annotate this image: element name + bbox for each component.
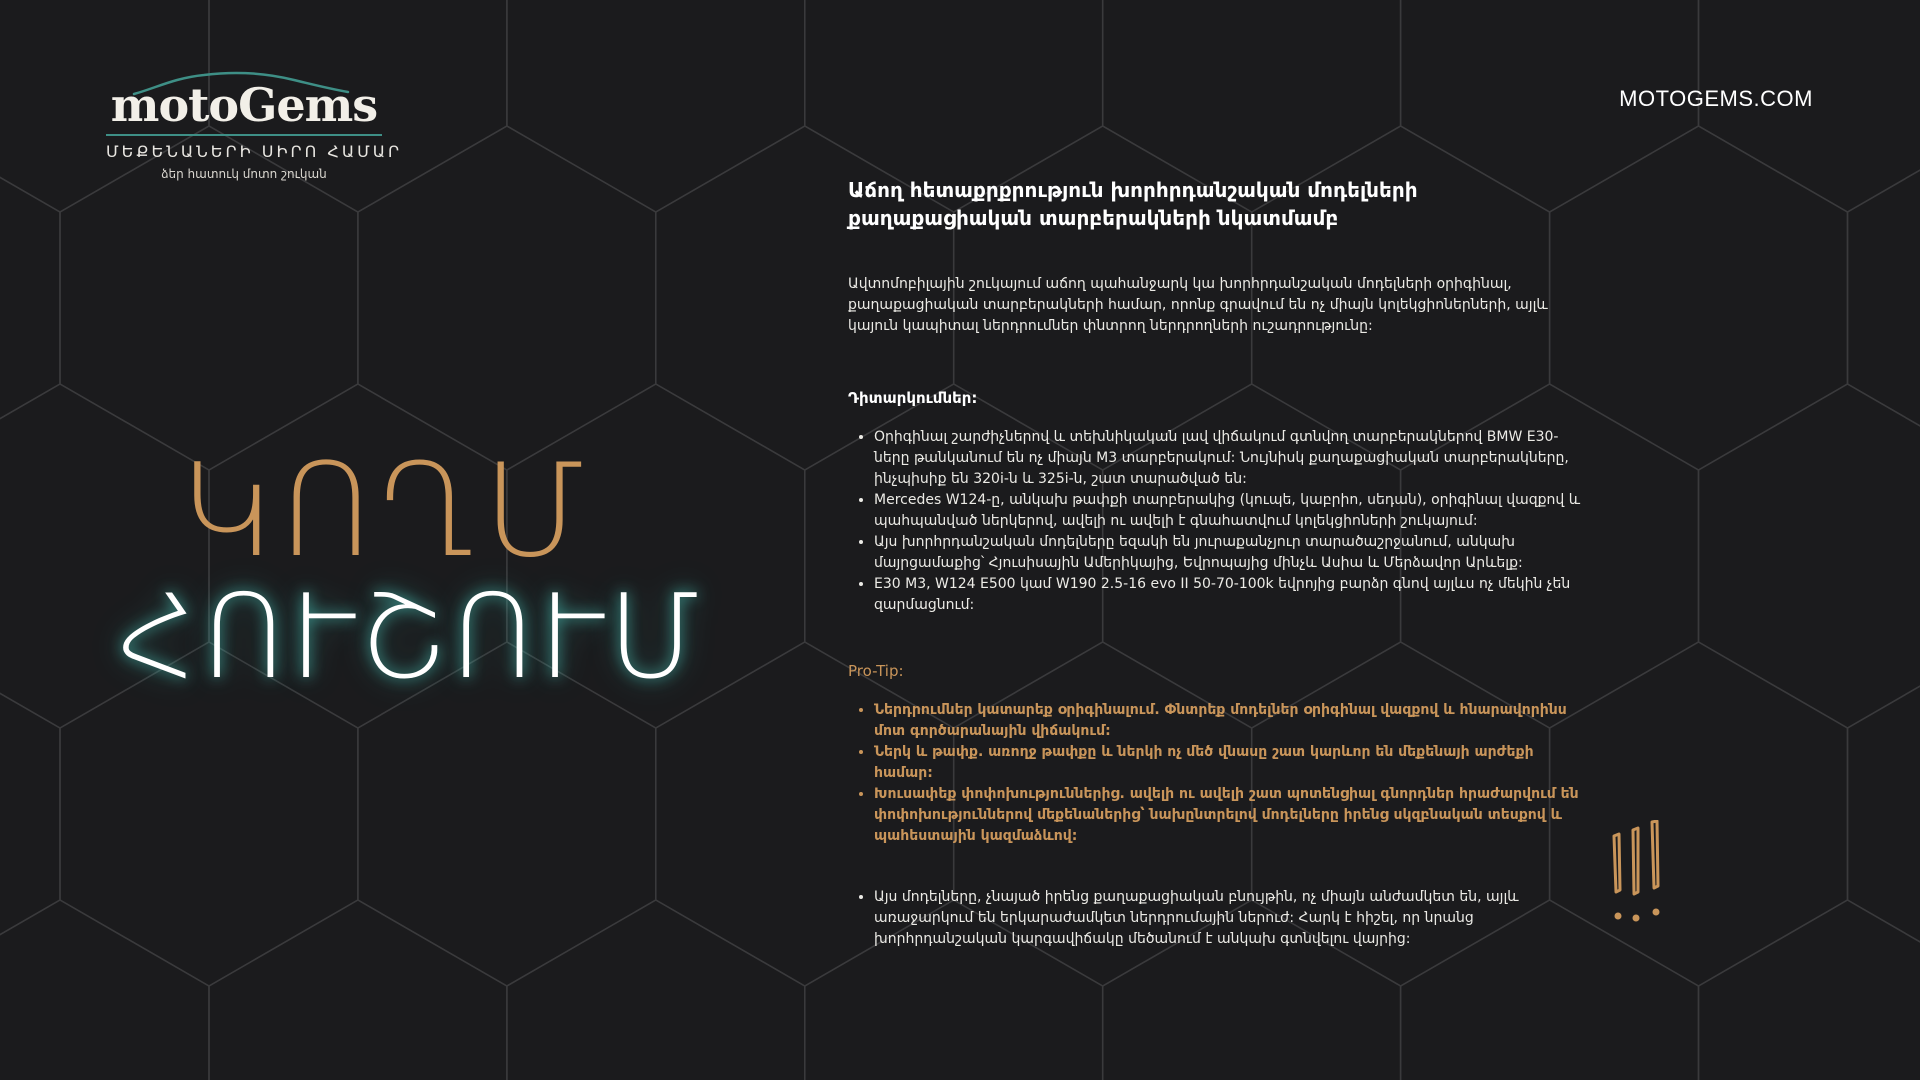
hexagon-cell [1550, 126, 1848, 470]
hexagon-cell [507, 0, 805, 212]
logo-wordmark: motoGems [110, 78, 378, 132]
hexagon-cell [0, 642, 60, 986]
list-item: • Այս մոդելները, չնայած իրենց քաղաքացիական բնույթին, ոչ միայն անժամկետ են, այլև առաջարկում են երկարաժամկետ ներդրումային ներուժ: Հարկ է հիշել, որ նրանց խորհրդանշական կարգավիճակը մեծանում է անկախ գտնվելու վայրից: [874, 887, 1588, 950]
hexagon-cell [358, 126, 656, 470]
list-item: • Ներկ և թափք. առողջ թափքը և ներկի ոչ մեծ վնասը շատ կարևոր են մեքենայի արժեքի համար: [874, 742, 1588, 784]
article-content [848, 176, 1588, 950]
logo-tagline: ՄԵՔԵՆԱՆԵՐԻ ՍԻՐՈ ՀԱՄԱՐ [106, 142, 403, 161]
site-url-link[interactable]: MOTOGEMS.COM [1619, 86, 1813, 111]
closing-list [848, 887, 1588, 950]
hero-title-line-2: ՀՈՒՇՈՒՄ [118, 570, 704, 705]
list-item: • Ներդրումներ կատարեք օրիգինալում. Փնտրեք մոդելներ օրիգինալ վազքով և հնարավորինս մոտ գործարանային վիճակում: [874, 700, 1588, 742]
list-item: • Օրիգինալ շարժիչներով և տեխնիկական լավ վիճակում գտնվող տարբերակներով BMW E30-ները թանկանում են ոչ միայն M3 տարբերակում: Նույնիսկ քաղաքացիական տարբերակները, ինչպիսիք են 320i-ն և 325i-ն, շատ տարածված են: [874, 427, 1588, 490]
hexagon-cell [1550, 642, 1848, 986]
hexagon-cell [1848, 642, 1920, 986]
article-title: Աճող հետաքրքրություն խորհրդանշական մոդելների քաղաքացիական տարբերակների նկատմամբ [848, 178, 1418, 230]
hexagon-cell [507, 900, 805, 1080]
logo[interactable] [106, 66, 403, 181]
list-item: • Խուսափեք փոփոխություններից. ավելի ու ավելի շատ պոտենցիալ գնորդներ հրաժարվում են փոփոխություններով մեքենաներից՝ նախընտրելով մոդելները իրենց սկզբնական տեսքով և պահեստային կազմաձևով: [874, 784, 1588, 847]
protip-heading: Pro-Tip: [848, 662, 904, 680]
triple-exclamation-icon [1608, 820, 1668, 926]
hexagon-cell [0, 126, 60, 470]
list-item: • E30 M3, W124 E500 կամ W190 2.5-16 evo II 50-70-100k եվրոյից բարձր գնով այլևս ոչ մեկին չեն զարմացնում: [874, 574, 1588, 616]
logo-underline [106, 134, 382, 136]
hexagon-cell [0, 900, 209, 1080]
observations-list [848, 427, 1588, 616]
hexagon-cell [1699, 900, 1920, 1080]
protip-list [848, 700, 1588, 847]
intro-paragraph: Ավտոմոբիլային շուկայում աճող պահանջարկ կա խորհրդանշական մոդելների օրիգինալ, քաղաքացիական տարբերակների համար, որոնք գրավում են ոչ միայն կոլեկցիոներների, այլև կայուն կապիտալ ներդրումներ փնտրող ներդրողների ուշադրությունը: [848, 276, 1548, 334]
list-item: • Mercedes W124-ը, անկախ թափքի տարբերակից (կուպե, կաբրիո, սեդան), օրիգինալ վազքով և պահպանված ներկերով, ավելի ու ավելի է գնահատվում կոլեկցիոների շուկայում: [874, 490, 1588, 532]
hexagon-cell [1848, 126, 1920, 470]
hero-title-line-1: ԿՈՂՄ [180, 437, 589, 586]
list-item: • Այս խորհրդանշական մոդելները եզակի են յուրաքանչյուր տարածաշրջանում, անկախ մայրցամաքից՝ Հյուսիսային Ամերիկայից, Եվրոպայից մինչև Ասիա և Մերձավոր Արևելք: [874, 532, 1588, 574]
observations-heading: Դիտարկումներ: [848, 389, 978, 407]
logo-subtitle: ձեր հատուկ մոտո շուկան [161, 167, 327, 181]
hexagon-cell [1699, 384, 1920, 728]
hexagon-cell [209, 900, 507, 1080]
